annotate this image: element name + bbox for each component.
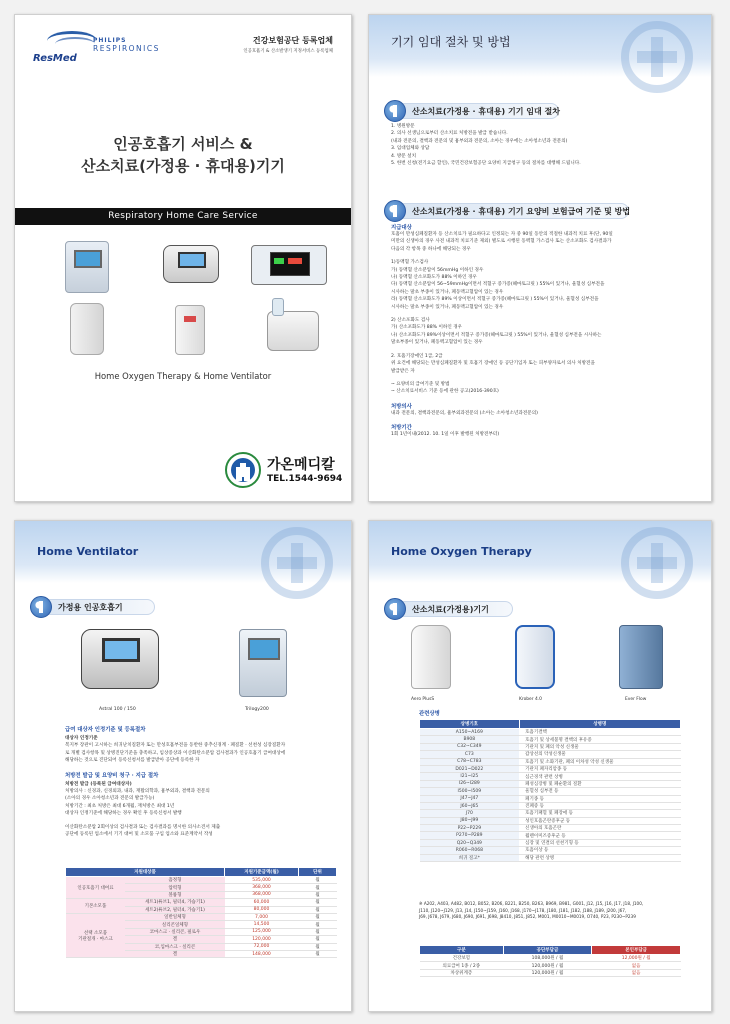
registration-badge [243,35,333,54]
lung-icon [384,598,406,620]
table-row [420,802,681,809]
disease-code: P270~P289 [420,832,520,839]
table-row [420,729,681,736]
disease-name: 성인호흡곤란증후군 등 [519,817,680,824]
device-caption: Krober 4.0 [519,697,542,702]
table-row: 건강보험 108,000원 / 월 12,000원 / 월 [420,955,681,962]
disease-code: 희귀 질고* [420,854,520,861]
ventilator-device-image [65,241,109,293]
disease-code: C78~C783 [420,758,520,765]
disease-name: 폐기종 등 [519,795,680,802]
table-row [420,751,681,758]
table-row: 실리콘일체형 14,500 월 [66,921,337,928]
disease-name: 진폐증 등 [519,802,680,809]
table-row [420,817,681,824]
table-row [420,825,681,832]
company-name: 가온메디칼 [267,457,335,473]
table-row [420,839,681,846]
disease-code: J60~J65 [420,802,520,809]
disease-table: 상병기호 상병명 A150~A169 호흡기결핵 B908 호흡기 및 상세불명 결핵의 후유증 C32~C349 기관지 및 폐의 악성 신생물 C73 갑상선의 악성신생물 C78~C783 호흡기 및 소화기관, 폐의 이차성 악성 신생물 D021~D022 기관지 폐자리암종 등 I21~I25 심근경색 관련 상병 I26~I289 폐성심장병 및 폐순환의 질환 I500~I509 울혈성 심부전 등 J47~J47 폐기종 등 J60~J65 진폐증 등 J70 호흡기패혈 및 폐장애 등 J80~J99 성인호흡곤란증후군 등 P22~P229 신생아의 호흡곤란 P270~P289 월렌이미즈증후군 등 Q20~Q349 심장 및 연결의 선천기형 등 R060~R068 호흡이상 등 희귀 질고* 해당 관련 상병 [419,719,681,862]
disease-name: 호흡기패혈 및 폐장애 등 [519,810,680,817]
table-row: 세트2(튜브2, 필터4, 가습기1) 80,000 월 [66,906,337,913]
disease-name: 월렌이미즈증후군 등 [519,832,680,839]
disease-code: A150~A169 [420,729,520,736]
section-header: 산소치료(가정용 · 휴대용) 기기 임대 절차 [389,103,559,119]
rental-procedure-page [368,14,712,502]
disease-name: 신생아의 호흡곤란 [519,825,680,832]
disease-code: I500~I509 [420,788,520,795]
table-row: 볼륨형 368,000 월 [66,891,337,898]
lung-icon [384,200,406,222]
disease-name: 갑상선의 악성신생물 [519,751,680,758]
cover-page [14,14,352,502]
ventilator-fee-table: 지원대상품 지원기준금액(월) 단위 인공호흡기 대여료 흡정형 535,000 월 압력형 368,000 월 볼륨형 368,000 월 기본소모품 세트1(튜브1, 필터4, 가습기1) 60,000 월 세트2(튜브2, 필터4, 가습기1) 80,000 월 선택 소모품 기관절개 · 마스크 일반일체형 7,000 월 실리콘일체형 14,500 월 코마스크 · 실리콘, 필로우 125,000 월 겔 120,000 월 코,입마스크 · 실리콘 72,000 월 겔 148,000 월 [65,867,337,958]
home-oxygen-page [368,520,712,1012]
table-row [420,788,681,795]
table-row: 압력형 368,000 월 [66,884,337,891]
table-row [420,743,681,750]
table-row [420,847,681,854]
disease-code: I26~I289 [420,780,520,787]
oxygen-concentrator-image [175,305,205,355]
page-title: Home Ventilator [37,545,139,558]
disease-code: J47~J47 [420,795,520,802]
table-row: 차상위계층 120,000원 / 월 없음 [420,969,681,976]
device-caption: Trilogy200 [245,707,269,712]
table-row [420,736,681,743]
suction-device-image [267,311,319,351]
cover-band: Respiratory Home Care Service [15,208,351,225]
company-tel: TEL.1544-9694 [267,474,343,484]
disease-name: 호흡이상 등 [519,847,680,854]
disease-name: 심장 및 연결의 선천기형 등 [519,839,680,846]
device-caption: Astral 100 / 150 [99,707,136,712]
monitor-device-image [251,245,327,285]
philips-logo: PHILIPS RESPIRONICS [93,37,160,53]
everflow-device-image [619,625,663,689]
table-row: 인공호흡기 대여료 흡정형 535,000 월 [66,877,337,884]
home-ventilator-page [14,520,352,1012]
ventilator-device-image [163,245,219,283]
table-row [420,773,681,780]
table-row: 코마스크 · 실리콘, 필로우 125,000 월 [66,928,337,935]
trilogy-device-image [239,629,287,697]
table-row: 선택 소모품 기관절개 · 마스크 일반일체형 7,000 월 [66,913,337,920]
registration-sub: 인공호흡기 & 산소발생기 지정서비스 등록업체 [243,49,333,54]
page-title: 기기 임대 절차 및 방법 [391,35,511,49]
disease-name: 해당 관련 상병 [519,854,680,861]
disease-name: 울혈성 심부전 등 [519,788,680,795]
oxygen-concentrator-image [70,303,104,355]
disease-code: J80~J99 [420,817,520,824]
disease-name: 기관지 폐자리암종 등 [519,765,680,772]
cover-title: 인공호흡기 서비스 & 산소치료(가정용 · 휴대용)기기 [81,135,285,175]
rental-steps: 1. 병원방문 2. 의사 선생님으로부터 산소치료 처방전을 발급 받습니다. (내과 전문의, 결핵과 전문의 및 흉부외과 전문의, 소아는 경우에는 소아청소년과 전문의) 3. 임대업체와 상담 4. 방문 설치 5. 한번 신청(전기요금 할인), 국민건강보험공단 요양비 지급청구 등의 절차를 대행해 드립니다. [391,124,581,167]
table-row [420,810,681,817]
aero-device-image [411,625,451,689]
table-row [420,765,681,772]
disease-code: Q20~Q349 [420,839,520,846]
cover-subtitle: Home Oxygen Therapy & Home Ventilator [94,371,272,381]
disease-code: J70 [420,810,520,817]
resmed-logo: ResMed [33,27,103,67]
section-header: 산소치료(가정용 · 휴대용) 기기 요양비 보험급여 기준 및 방법 [389,203,629,219]
company-emblem-icon [225,452,261,488]
table-row: 의료급여 1종 / 2종 120,000원 / 월 없음 [420,962,681,969]
disease-name: 호흡기 및 상세불명 결핵의 후유증 [519,736,680,743]
table-row: 기본소모품 세트1(튜브1, 필터4, 가습기1) 60,000 월 [66,899,337,906]
disease-name: 호흡기결핵 [519,729,680,736]
table-row: 코,입마스크 · 실리콘 72,000 월 [66,943,337,950]
disease-name: 호흡기 및 소화기관, 폐의 이차성 악성 신생물 [519,758,680,765]
table-row [420,795,681,802]
cross-watermark-icon [621,21,693,93]
lung-icon [30,596,52,618]
disease-code: R060~R068 [420,847,520,854]
disease-code: I21~I25 [420,773,520,780]
fee-table: 구분 공단부담금 본인부담금 건강보험 108,000원 / 월 12,000원 / 월 의료급여 1종 / 2종 120,000원 / 월 없음 차상위계층 120,000원 / 월 없음 [419,945,681,977]
disease-code: C73 [420,751,520,758]
table-row: 겔 120,000 월 [66,936,337,943]
section-header: 산소치료(가정용)기기 [389,601,513,617]
cross-watermark-icon [621,527,693,599]
disease-note: ※ A202, A403, A482, B012, B052, B206, B221, B250, B263, B969, B981, G001, J12, J15, J16, J17, J18, J100, J110, J120~J129, J13, J14, J150~J159, J160, J168, J170~J178, J180, J181, J182, J188, J189, J200, J67, J69, J678, J679, J680, J690, J691, J698, J8410, J851, J852, M001, M0010~M0019, O740, P23, P230~P239 [419,901,644,920]
related-diseases-label: 관련상병 [419,711,440,717]
lung-icon [384,100,406,122]
disease-name: 폐성심장병 및 폐순환의 질환 [519,780,680,787]
disease-name: 심근경색 관련 상병 [519,773,680,780]
device-caption: Aero PlusS [411,697,435,702]
section-header: 가정용 인공호흡기 [35,599,155,615]
cross-watermark-icon [261,527,333,599]
astral-device-image [81,629,159,689]
disease-code: B908 [420,736,520,743]
table-row: 겔 148,000 월 [66,950,337,957]
registration-title: 건강보험공단 등록업체 [252,36,333,45]
table-row [420,854,681,861]
disease-code: C32~C349 [420,743,520,750]
table-row [420,758,681,765]
ventilator-criteria: 급여 대상자 인정기준 및 등록절차 대상자 인정기준 복지부 장관이 고시하는 희귀난치질환자 또는 만성호흡부전을 동반한 중추신경계 · 폐질환 · 선천성 심장질환자 로 개별 검사항목 및 상병진단기준을 충족하고, 임상증상과 이산화탄소분압 검사결과가 인공호흡기 급여대상에 해당하는 것으로 진단되어 등록신청서를 발급받아 공단에 등록한 자 처방전 발급 및 요양비 청구 · 지급 절차 처방전 발급 (등록된 급여대상자) 처방의사 : 신경과, 신경외과, 내과, 재활의학과, 흉부외과, 결핵과 전문의 (소아의 경우 소아청소년과 전문의 발급가능) 처방기간 : 최초 처방은 최대 6개월, 재처방은 최대 1년 대상자 인정기준에 해당하는 경우 확인 후 등록신청서 발행 이산화탄소분압 2회이상의 검사결과 또는 검사결과를 명시한 의사소견서 제출 공단에 등록된 업소에서 기기 대여 및 소모품 구입 업소와 표준계약서 작성 [65,727,286,838]
criteria-block: 지급대상 호흡이 만성심폐질환자 등 산소치료가 필요하다고 인정되는 자 중 90일 동안의 적절한 내과적 치료 후(단, 90일 미만의 신생아의 경우 사전 내과적 치료기준 제외) 별도로 시행된 동맥혈 가스검사 또는 산소포화도 검사결과가 다음의 각 항목 중 하나에 해당되는 경우 1)동맥혈 가스검사 가) 동맥혈 산소분압이 56mmHg 이하인 경우 나) 동맥혈 산소포화도가 88% 이하인 경우 다) 동맥혈 산소분압이 56~59mmHg이면서 적혈구 증가증(헤마토크릿 ) 55%이 있거나, 울혈성 심부전을 시사하는 말초 부종이 있거나, 폐동맥고혈압이 있는 경우 라) 동맥혈 산소포화도가 89% 이상이면서 적혈구 증가증(헤마토크릿 ) 55%이 있거나, 울혈성 심부전을 시사하는 말초 부종이 있거나, 폐동맥고혈압이 있는 경우 2) 산소포화도 검사 가) 산소포화도가 88% 이하인 경우 나) 산소포화도가 89%이상이면서 적혈구 증가증(헤마토크릿 ) 55%이 있거나, 울혈성 심부전을 시사하는 말초부종이 있거나, 폐동맥고혈압이 있는 경우 2. 호흡기장애인 1급, 2급 위 요건에 해당되는 만성심폐질환자 및 호흡기 장애인 등 공단기입자 또는 피부양자로서 의사 처방전을 발급받은 자 ~ 요양비의 급여기준 및 방법 ~ 산소치료서비스 기준 등에 관한 공고(2016-390호) 처방의사 내과 전문의, 결핵과전문의, 흉부외과전문의 (소아는 소아청소년과전문의) 처방기간 1회 1년이내(2012. 10. 1일 이후 발행된 처방전부터) [391,225,613,438]
disease-code: D021~D022 [420,765,520,772]
disease-code: P22~P229 [420,825,520,832]
disease-name: 기관지 및 폐의 악성 신생물 [519,743,680,750]
page-title: Home Oxygen Therapy [391,545,532,558]
krober-device-image [515,625,555,689]
table-row [420,780,681,787]
table-row [420,832,681,839]
device-caption: Ever Flow [625,697,647,702]
